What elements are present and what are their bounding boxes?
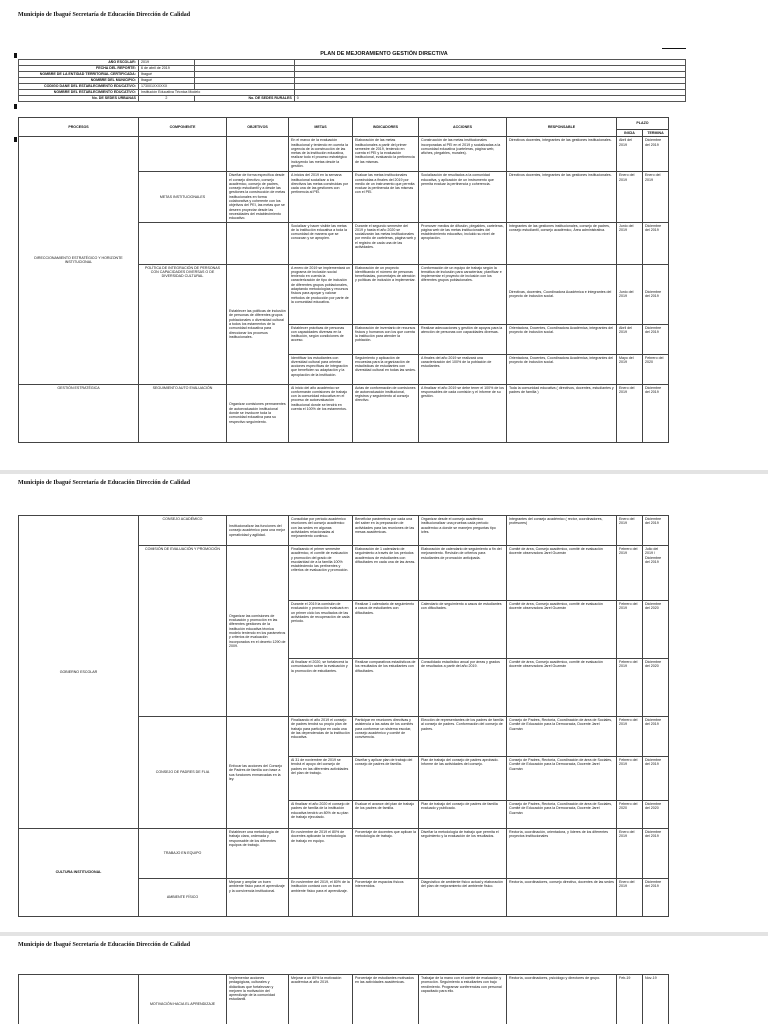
col-metas: METAS — [289, 118, 353, 137]
info-value: 173001XXXXXX — [138, 84, 194, 90]
termina-cell: Diciembre del 2019 — [643, 324, 669, 354]
termina-cell: Diciembre del 2019 — [643, 516, 669, 546]
componente-cell — [139, 137, 227, 172]
componente-cell: CONSEJO DE PADRES DE FLIA — [139, 717, 227, 829]
meta-cell: Establecer prácticas de personas con capacidades diversas en la institución, según condiciones de acceso. — [289, 324, 353, 354]
info-label: NOMBRE DE LA ENTIDAD TERRITORIAL CERTIFICADA: — [19, 72, 139, 78]
info-value: 6 de abril de 2019 — [138, 66, 194, 72]
meta-cell: Identificar los estudiantes con diversidad cultural para orientar acciones específicas de integración que beneficien su adaptación y la apropiación de la institución. — [289, 354, 353, 384]
proceso-cell: GESTIÓN ESTRATÉGICA — [19, 384, 139, 442]
indicador-cell: Evaluar el avance del plan de trabajo de los padres de familia. — [353, 801, 419, 829]
responsable-cell: Integrantes del consejo académico ( rector, coordinadores, profesores) — [507, 516, 617, 546]
table-row — [19, 829, 669, 879]
componente-cell: SEGUIMIENTO AUTO EVALUACIÓN — [139, 384, 227, 442]
accion-cell: Consolidado estadístico anual por áreas y grados de resultados a partir del año 2019. — [419, 659, 507, 717]
inicia-cell: Febrero del 2019 — [617, 546, 643, 601]
inicia-cell: Febrero del 2019 — [617, 717, 643, 757]
info-value: Ibagué — [138, 78, 194, 84]
indicador-cell: Elaboración de 1 calendario de seguimiento a través de los periodos académicos de estudiantes con dificultades en cada una de las áreas. — [353, 546, 419, 601]
accion-cell: Elaboración de calendario de seguimiento a fin del mejoramiento. Revisión de criterios para estudiantes de promoción anticipada. — [419, 546, 507, 601]
responsable-cell: Consejo de Padres, Rectoría, Coordinación de área de Sociales, Comité de Educación para la Democracia, Docente Jarel Guzmán — [507, 757, 617, 801]
termina-cell: Diciembre del 2019 — [643, 264, 669, 324]
col-termina: TERMINA — [643, 130, 669, 137]
accion-cell: Socialización de resultados a la comunidad educativa, y aplicación de un instrumento que permita evaluar la pertinencia y coherencia. — [419, 172, 507, 222]
meta-cell: Al inicio del año académico se conformarán comisiones de trabajo con la comunidad educativa en el proceso de autoevaluación institucional donde se tendrá en cuenta el 100% de los estamentos. — [289, 384, 353, 442]
info-label: FECHA DEL REPORTE: — [19, 66, 139, 72]
sedes-urbanas-value: 2 — [138, 96, 194, 102]
responsable-cell: Directivas, docentes, Coordinadora Académica e integrantes del proyecto de inclusión social. — [507, 264, 617, 324]
accion-cell: A finalizar el año 2019 se debe tener el 100% de los responsables de cada comisión y el informe de su gestión. — [419, 384, 507, 442]
indicador-cell: Evaluar las metas institucionales construidas a finales del 2019 por medio de un instrumento que permita evaluar la pertinencia de las mismas con el PEI. — [353, 172, 419, 222]
col-inicia: INICIA — [617, 130, 643, 137]
termina-cell: Diciembre del 2020 — [643, 601, 669, 659]
inicia-cell: Mayo del 2019 — [617, 354, 643, 384]
responsable-cell: Consejo de Padres, Rectoría, Coordinación de área de Sociales, Comité de Educación para la Democracia, Docente Jarel Guzmán — [507, 801, 617, 829]
document-title: PLAN DE MEJORAMIENTO GESTIÓN DIRECTIVA — [320, 51, 448, 57]
plan-table-page-3 — [18, 974, 669, 1024]
inicia-cell: Febrero del 2019 — [617, 659, 643, 717]
inicia-cell: Junio del 2019 — [617, 264, 643, 324]
document-page-1 — [0, 0, 768, 470]
termina-cell: Diciembre del 2019 — [643, 222, 669, 264]
accion-cell: Conformación de un equipo de trabajo según la temática de inclusión para caracterizar, planificar e implementar el proyecto de inclusión con los diferentes grupos poblacionales. — [419, 264, 507, 324]
accion-cell: Organizar desde el consejo académico institucionalizar una pruebas cada periodo académico a donde se manejen preguntas tipo icfes. — [419, 516, 507, 546]
meta-cell: Durante el 2019 la comisión de evaluación y promoción evaluará en un primer ciclo los resultados de las actividades de recuperación de cada periodo. — [289, 601, 353, 659]
objetivo-cell: Organizar las comisiones de evaluación y promoción en las diferentes gestiones de la institución educativa técnica modelo teniendo en los parámetros y criterios de evaluación incorporados en el decreto 1290 de 2009. — [227, 546, 289, 717]
inicia-cell: Abril del 2019 — [617, 137, 643, 172]
table-row — [19, 137, 669, 172]
responsable-cell: Orientadora, Docentes, Coordinadora Académica, integrantes del proyecto de inclusión social. — [507, 354, 617, 384]
sedes-urbanas-label: No. DE SEDES URBANAS — [19, 96, 139, 102]
termina-cell: Diciembre del 2019 — [643, 829, 669, 879]
responsable-cell: Consejo de Padres, Rectoría, Coordinación de área de Sociales, Comité de Educación para la Democracia, Docente Jarel Guzmán — [507, 717, 617, 757]
col-objetivos: OBJETIVOS — [227, 118, 289, 137]
proceso-cell — [19, 975, 139, 1024]
accion-cell: Plan de trabajo del consejo de padres de familia evaluado y publicado. — [419, 801, 507, 829]
responsable-cell: Comité de área, Consejo académico, comité de evaluación docente observadora Jarel Guzmán — [507, 601, 617, 659]
indicador-cell: Realizar comparativos estadísticos de los resultados de los estudiantes con dificultades. — [353, 659, 419, 717]
inicia-cell: Abril del 2019 — [617, 324, 643, 354]
termina-cell: Diciembre del 2019 — [643, 879, 669, 917]
termina-cell: Julio del 2019 / Diciembre del 2019 — [643, 546, 669, 601]
termina-cell: Enero del 2019 — [643, 172, 669, 222]
table-row — [19, 975, 669, 1024]
indicador-cell: Realizar 1 calendario de seguimiento a casos de estudiantes con dificultades. — [353, 601, 419, 659]
indicador-cell: Porcentaje de estudiantes motivados en las actividades académicas. — [353, 975, 419, 1024]
info-value: Institución Educativa Técnica Modelo — [138, 90, 294, 96]
indicador-cell: Durante el segundo semestre del 2019 y hasta el año 2020 se socializarán las metas institucionales por medio de carteleras, página web y el registro de cada una de las actividades. — [353, 222, 419, 264]
col-plazo: PLAZO — [617, 118, 669, 130]
page-header: Municipio de Ibagué Secretaría de Educación Dirección de Calidad — [18, 12, 191, 18]
termina-cell: Diciembre del 2020 — [643, 659, 669, 717]
col-procesos: PROCESOS — [19, 118, 139, 137]
sedes-rurales-label: No. DE SEDES RURALES — [194, 96, 294, 102]
responsable-cell: Orientadora, Docentes, Coordinadora Académica, integrantes del proyecto de inclusión social. — [507, 324, 617, 354]
termina-cell: Diciembre del 2020 — [643, 801, 669, 829]
termina-cell: Nov-19 — [643, 975, 669, 1024]
header-rule — [662, 48, 686, 49]
componente-cell: COMISIÓN DE EVALUACIÓN Y PROMOCIÓN — [139, 546, 227, 717]
responsable-cell: Comité de área, Consejo académico, comité de evaluación docente observadora Jarel Guzmán — [507, 659, 617, 717]
info-label: NOMBRE DEL MUNICIPIO: — [19, 78, 139, 84]
accion-cell: Realizar adecuaciones y gestión de apoyos para la atención de personas con capacidades diversas. — [419, 324, 507, 354]
inicia-cell: Enero del 2019 — [617, 384, 643, 442]
meta-cell: En noviembre del 2019, el 80% de la institución contará con un buen ambiente físico para el aprendizaje. — [289, 879, 353, 917]
meta-cell: Al 31 de noviembre de 2019 se tendrá el apoyo del consejo de padres en las diferentes actividades del plan de trabajo. — [289, 757, 353, 801]
page-header: Municipio de Ibagué Secretaría de Educación Dirección de Calidad — [18, 480, 191, 486]
objetivo-cell: Diseñar de forma específica desde el consejo directivo, consejo académico, consejo de padres, consejo estudiantil y a desde las gestiones la construcción de metas institucionales en forma colaborativa y coherente con los objetivos del PEI, las metas que se deseen proyectar desde las necesidades del establecimiento educativo. — [227, 172, 289, 222]
componente-cell: MOTIVACIÓN HACIA EL APRENDIZAJE — [139, 975, 227, 1024]
componente-cell — [139, 222, 227, 264]
sedes-rurales-value: 0 — [294, 96, 685, 102]
info-label: NOMBRE DEL ESTABLECIMIENTO EDUCATIVO: — [19, 90, 139, 96]
objetivo-cell: Implementar acciones pedagógicas, culturales y didácticas que fortalezcan y mejoren la motivación del aprendizaje de la comunidad estudiantil. — [227, 975, 289, 1024]
meta-cell: Mejorar a un 80% la motivación académica al año 2019. — [289, 975, 353, 1024]
meta-cell: Al finalizar el 2020, se fortalecerá la comunicación sobre la evaluación y la promoción de estudiantes. — [289, 659, 353, 717]
inicia-cell: Junio del 2019 — [617, 222, 643, 264]
meta-cell: Al finalizar el año 2020 el consejo de padres de familia de la institución educativa tendrá un 80% de su plan de trabajo ejecutado. — [289, 801, 353, 829]
accion-cell: Trabajar de la mano con el comité de evaluación y promoción. Seguimiento a estudiantes con bajo rendimiento. Programar conferencias con personal capacitado para ello. — [419, 975, 507, 1024]
indicador-cell: Elaboración de inventario de recursos físicos y humanos con los que cuenta la institución para atender la población. — [353, 324, 419, 354]
info-label: CODIGO DANE DEL ESTABLECIMIENTO EDUCATIVO: — [19, 84, 139, 90]
plan-table-page-2 — [18, 515, 669, 917]
proceso-cell: CULTURA INSTITUCIONAL — [19, 829, 139, 917]
objetivo-cell: Organizar comisiones permanentes de autoevaluación institucional donde se involucre toda la comunidad educativa para su respectivo seguimiento. — [227, 384, 289, 442]
meta-cell: En noviembre de 2019 el 80% de docentes aplicarán la metodología de trabajo en equipo. — [289, 829, 353, 879]
accion-cell: A finales del año 2019 se realizará una caracterización del 100% de la población de estudiantes. — [419, 354, 507, 384]
objetivo-cell — [227, 222, 289, 264]
termina-cell: Diciembre del 2019 — [643, 137, 669, 172]
objetivo-cell: Mejorar y ampliar un buen ambiente físico para el aprendizaje y la convivencia institucional. — [227, 879, 289, 917]
termina-cell: Diciembre del 2019 — [643, 757, 669, 801]
info-value: 2019 — [138, 60, 194, 66]
indicador-cell: Porcentaje de espacios físicos intervenidos. — [353, 879, 419, 917]
responsable-cell: Directivos docentes, integrantes de las gestiones institucionales. — [507, 137, 617, 172]
accion-cell: Elección de representantes de los padres de familia al consejo de padres. Conformación del consejo de padres. — [419, 717, 507, 757]
indicador-cell: Actas de conformación de comisiones de autoevaluación institucional, registros y seguimiento al consejo directivo. — [353, 384, 419, 442]
proceso-cell: DIRECCIONAMIENTO ESTRATÉGICO Y HORIZONTE INSTITUCIONAL — [19, 137, 139, 384]
margin-mark — [14, 104, 17, 109]
inicia-cell: Enero del 2019 — [617, 516, 643, 546]
accion-cell: Plan de trabajo del consejo de padres aprobado. Informe de las actividades del consejo. — [419, 757, 507, 801]
meta-cell: En el marco de la evaluación institucional y teniendo en cuenta la urgencia de la construcción de las metas de la institución educativa, realizar todo el proceso estratégico incluyendo las metas desde la gestión. — [289, 137, 353, 172]
accion-cell: Construcción de las metas institucionales incorporadas al PEI en el 2019 y socializadas a la comunidad educativa (carteleras, página web, afiches, plegables, murales). — [419, 137, 507, 172]
responsable-cell: Integrantes de las gestiones institucionales, consejo de padres, consejo estudiantil, consejo académico, Área administrativa. — [507, 222, 617, 264]
col-componente: COMPONENTE — [139, 118, 227, 137]
responsable-cell: Comité de área, Consejo académico, comité de evaluación docente observadora Jarel Guzmán — [507, 546, 617, 601]
responsable-cell: Rectoría, coordinación, orientadora, y líderes de los diferentes proyectos institucionales — [507, 829, 617, 879]
inicia-cell: Enero del 2019 — [617, 829, 643, 879]
objetivo-cell: Establecer una metodología de trabajo clara, ordenada y responsable de los diferentes equipos de trabajo. — [227, 829, 289, 879]
meta-cell: A enero de 2019 se implementará un programa de inclusión social teniendo en cuenta la caracterización de tipo de inclusión de diferentes grupos poblacionales, adaptando metodologías y recursos físicos para apoyar y valorar métodos de producción por parte de la comunidad educativa. — [289, 264, 353, 324]
responsable-cell: Directivos docentes, integrantes de las gestiones institucionales. — [507, 172, 617, 222]
responsable-cell: Rectoría, coordinadores, consejo directivo, docentes de las sedes — [507, 879, 617, 917]
componente-cell: CONSEJO ACADÉMICO — [139, 516, 227, 546]
info-label: AÑO ESCOLAR: — [19, 60, 139, 66]
indicador-cell: Elaboración de las metas institucionales a partir del primer semestre de 2019, teniendo en cuenta el PEI y la evaluación institucional, evaluando la pertinencia de las mismas. — [353, 137, 419, 172]
inicia-cell: Enero del 2019 — [617, 172, 643, 222]
indicador-cell: Porcentaje de docentes que aplican la metodología de trabajo. — [353, 829, 419, 879]
table-row — [19, 516, 669, 546]
meta-cell: A inicios del 2019 en la semana institucional socializar a los directivos las metas construidas por cada una de las gestiones con pertinencia al PEI. — [289, 172, 353, 222]
report-info-table — [18, 59, 686, 102]
document-page-3 — [0, 936, 768, 1024]
inicia-cell: Feb-19 — [617, 975, 643, 1024]
page-header: Municipio de Ibagué Secretaría de Educación Dirección de Calidad — [18, 942, 191, 948]
meta-cell: Consolidar por periodo académico reuniones del consejo académico con las sedes en algunas actividades relacionadas al mejoramiento continuo. — [289, 516, 353, 546]
inicia-cell: Febrero del 2019 — [617, 757, 643, 801]
meta-cell: Finalizando el primer semestre académico, el comité de evaluación y promoción del grado de escolaridad de a la familia 100% estableciendo las pertinentes y criterios de evaluación y promoción. — [289, 546, 353, 601]
termina-cell: Diciembre del 2019 — [643, 717, 669, 757]
document-page-2 — [0, 474, 768, 932]
indicador-cell: Elaboración de un proyecto identificando el número de personas beneficiadas, porcentajes de atención y políticas de inclusión a implementar. — [353, 264, 419, 324]
indicador-cell: Diseñar y aplicar plan de trabajo del consejo de padres de familia. — [353, 757, 419, 801]
table-row — [19, 384, 669, 442]
accion-cell: Diagnóstico de ambiente físico actual y elaboración del plan de mejoramiento del ambiente físico. — [419, 879, 507, 917]
responsable-cell: Toda la comunidad educativa ( directivos, docentes, estudiantes y padres de familia ) — [507, 384, 617, 442]
termina-cell: Diciembre del 2019 — [643, 384, 669, 442]
col-responsable: RESPONSABLE — [507, 118, 617, 137]
componente-cell: METAS INSTITUCIONALES — [139, 172, 227, 222]
plan-table-page-1 — [18, 117, 669, 443]
indicador-cell: Seguimiento y aplicación de encuestas para la organización de estadísticas de estudiantes con diversidad cultural en todas las sedes. — [353, 354, 419, 384]
objetivo-cell: Institucionalizar las funciones del consejo académico para una mejor operatividad y agilidad. — [227, 516, 289, 546]
componente-cell: TRABAJO EN EQUIPO — [139, 829, 227, 879]
info-value: Ibagué — [138, 72, 194, 78]
termina-cell: Febrero del 2020 — [643, 354, 669, 384]
accion-cell: Diseñar la metodología de trabajo que permita el seguimiento y la evaluación de los resultados. — [419, 829, 507, 879]
componente-cell: POLÍTICA DE INTEGRACIÓN DE PERSONAS CON CAPACIDADES DIVERSAS O DE DIVERSIDAD CULTURAL — [139, 264, 227, 384]
indicador-cell: Beneficiar parámetros por cada una del saber en la preparación de actividades para las reuniones de las mesas académicas. — [353, 516, 419, 546]
meta-cell: Socializar y hacer visible las metas de la institución educativa a toda la comunidad de manera que se conozcan y se apropien. — [289, 222, 353, 264]
inicia-cell: Febrero del 2020 — [617, 801, 643, 829]
inicia-cell: Febrero del 2019 — [617, 601, 643, 659]
margin-mark — [14, 137, 17, 142]
responsable-cell: Rectoría, coordinadores, psicólogo y directores de grupo. — [507, 975, 617, 1024]
col-indicadores: INDICADORES — [353, 118, 419, 137]
componente-cell: AMBIENTE FÍSICO — [139, 879, 227, 917]
col-acciones: ACCIONES — [419, 118, 507, 137]
accion-cell: Calendario de seguimiento a casos de estudiantes con dificultades. — [419, 601, 507, 659]
meta-cell: Finalizando el año 2019 el consejo de padres tendrá su propio plan de trabajo para participar en cada una de las dependencias de la institución educativa. — [289, 717, 353, 757]
proceso-cell: GOBIERNO ESCOLAR — [19, 516, 139, 829]
indicador-cell: Participar en reuniones directivas y asistencia a las actas de los comités para conformar un sistema escolar, consejo académico y comité de convivencia. — [353, 717, 419, 757]
objetivo-cell: Establecer las políticas de inclusión de personas de diferentes grupos poblacionales o diversidad cultural a todos los estamentos de la comunidad educativa para direccionar los procesos institucionales. — [227, 264, 289, 384]
objetivo-cell: Enfocar las acciones del Consejo de Padres de familia con base a sus funciones enmarcadas en la ley. — [227, 717, 289, 829]
accion-cell: Promover medios de difusión, plegables, carteleras, página web de las metas institucionales del establecimiento educativo, incluido su nivel de apropiación. — [419, 222, 507, 264]
inicia-cell: Enero del 2019 — [617, 879, 643, 917]
objetivo-cell — [227, 137, 289, 172]
